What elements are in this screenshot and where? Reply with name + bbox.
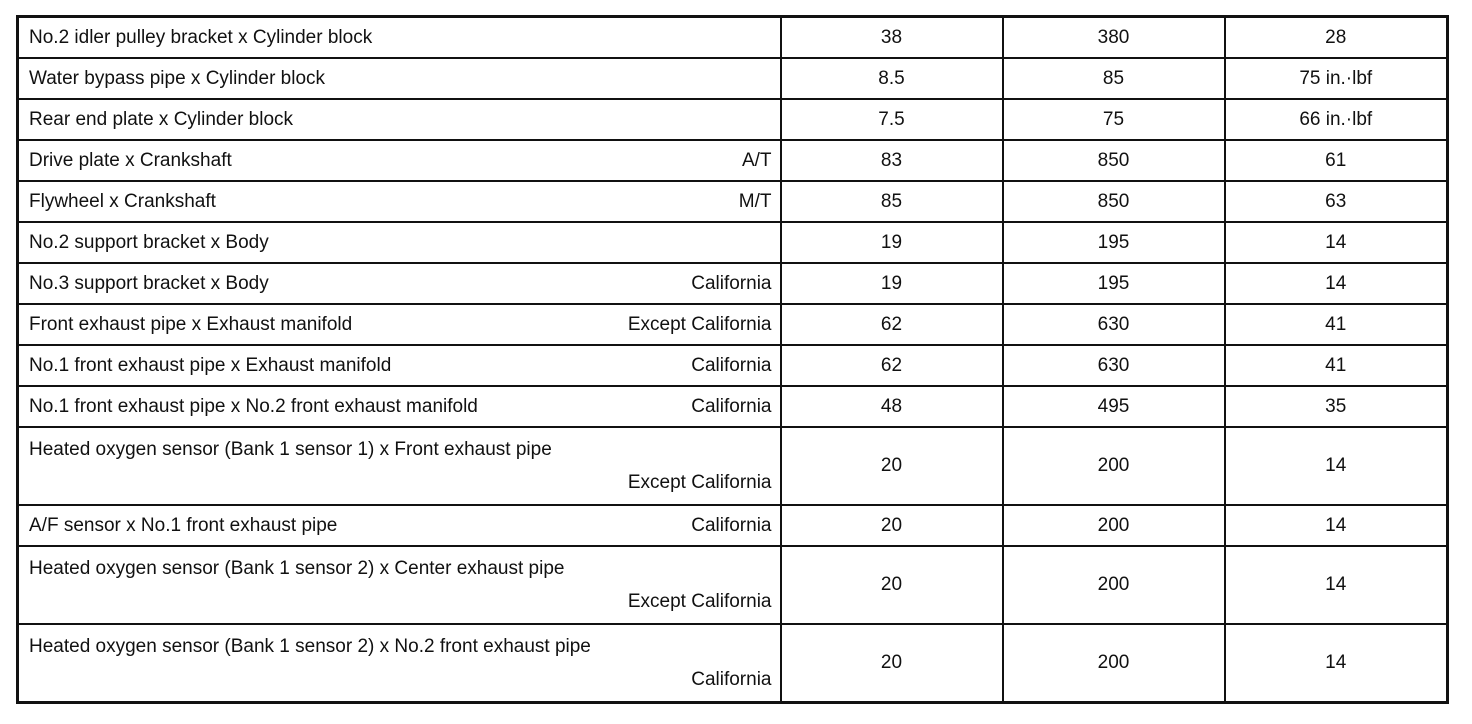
torque-kgf-cm: 195 [1003,222,1225,263]
part-cell [18,58,781,99]
condition: A/T [741,149,772,171]
torque-ft-lbf: 14 [1225,263,1448,304]
condition: California [691,354,772,376]
torque-ft-lbf: 14 [1225,624,1448,703]
condition: Except California [627,471,772,493]
torque-ft-lbf: 35 [1225,386,1448,427]
torque-ft-lbf: 41 [1225,304,1448,345]
torque-kgf-cm: 200 [1003,624,1225,703]
table-row [18,58,1448,99]
part-name: Drive plate x Crankshaft [29,149,232,171]
torque-kgf-cm: 630 [1003,304,1225,345]
part-cell [18,427,781,505]
torque-ft-lbf: 14 [1225,427,1448,505]
torque-ft-lbf: 66 in.·lbf [1225,99,1448,140]
torque-kgf-cm: 85 [1003,58,1225,99]
torque-kgf-cm: 195 [1003,263,1225,304]
table-row [18,546,1448,624]
condition: California [691,395,772,417]
part-name: Heated oxygen sensor (Bank 1 sensor 2) x Center exhaust pipe [29,557,565,579]
torque-nm: 85 [781,181,1003,222]
condition: Except California [627,313,772,335]
table-row [18,505,1448,546]
part-name: Heated oxygen sensor (Bank 1 sensor 2) x No.2 front exhaust pipe [29,635,591,657]
table-row [18,222,1448,263]
torque-kgf-cm: 630 [1003,345,1225,386]
torque-nm: 62 [781,304,1003,345]
part-cell [18,304,781,345]
table-row [18,624,1448,703]
torque-kgf-cm: 380 [1003,17,1225,59]
part-cell [18,140,781,181]
condition: California [691,668,772,690]
part-cell [18,181,781,222]
torque-nm: 20 [781,624,1003,703]
part-cell [18,345,781,386]
torque-nm: 20 [781,427,1003,505]
table-row [18,99,1448,140]
torque-nm: 20 [781,546,1003,624]
table-row [18,140,1448,181]
part-name: No.3 support bracket x Body [29,272,269,294]
table-row [18,386,1448,427]
table-row [18,304,1448,345]
torque-ft-lbf: 41 [1225,345,1448,386]
part-cell [18,505,781,546]
torque-kgf-cm: 200 [1003,505,1225,546]
torque-nm: 20 [781,505,1003,546]
part-name: No.2 idler pulley bracket x Cylinder block [29,26,373,48]
part-cell [18,99,781,140]
part-name: Water bypass pipe x Cylinder block [29,67,326,89]
torque-kgf-cm: 75 [1003,99,1225,140]
torque-ft-lbf: 75 in.·lbf [1225,58,1448,99]
part-name: A/F sensor x No.1 front exhaust pipe [29,514,338,536]
table-row [18,17,1448,59]
torque-ft-lbf: 14 [1225,546,1448,624]
part-name: Heated oxygen sensor (Bank 1 sensor 1) x Front exhaust pipe [29,438,552,460]
condition: M/T [738,190,772,212]
torque-kgf-cm: 200 [1003,427,1225,505]
table-row [18,263,1448,304]
part-cell [18,222,781,263]
torque-ft-lbf: 28 [1225,17,1448,59]
torque-nm: 48 [781,386,1003,427]
part-name: No.1 front exhaust pipe x Exhaust manifold [29,354,392,376]
part-cell [18,386,781,427]
part-name: Rear end plate x Cylinder block [29,108,294,130]
torque-kgf-cm: 495 [1003,386,1225,427]
table-row [18,181,1448,222]
torque-nm: 7.5 [781,99,1003,140]
part-cell [18,546,781,624]
condition: California [691,272,772,294]
part-name: No.1 front exhaust pipe x No.2 front exhaust manifold [29,395,478,417]
part-cell [18,624,781,703]
torque-nm: 19 [781,263,1003,304]
torque-ft-lbf: 61 [1225,140,1448,181]
part-cell [18,263,781,304]
part-cell [18,17,781,59]
condition: California [691,514,772,536]
torque-ft-lbf: 63 [1225,181,1448,222]
part-name: No.2 support bracket x Body [29,231,269,253]
condition: Except California [627,590,772,612]
torque-spec-table [16,15,1449,704]
torque-nm: 8.5 [781,58,1003,99]
torque-nm: 62 [781,345,1003,386]
torque-kgf-cm: 200 [1003,546,1225,624]
torque-nm: 83 [781,140,1003,181]
torque-nm: 38 [781,17,1003,59]
torque-kgf-cm: 850 [1003,181,1225,222]
torque-nm: 19 [781,222,1003,263]
torque-kgf-cm: 850 [1003,140,1225,181]
torque-ft-lbf: 14 [1225,505,1448,546]
torque-ft-lbf: 14 [1225,222,1448,263]
table-row [18,345,1448,386]
part-name: Flywheel x Crankshaft [29,190,216,212]
table-row [18,427,1448,505]
part-name: Front exhaust pipe x Exhaust manifold [29,313,353,335]
